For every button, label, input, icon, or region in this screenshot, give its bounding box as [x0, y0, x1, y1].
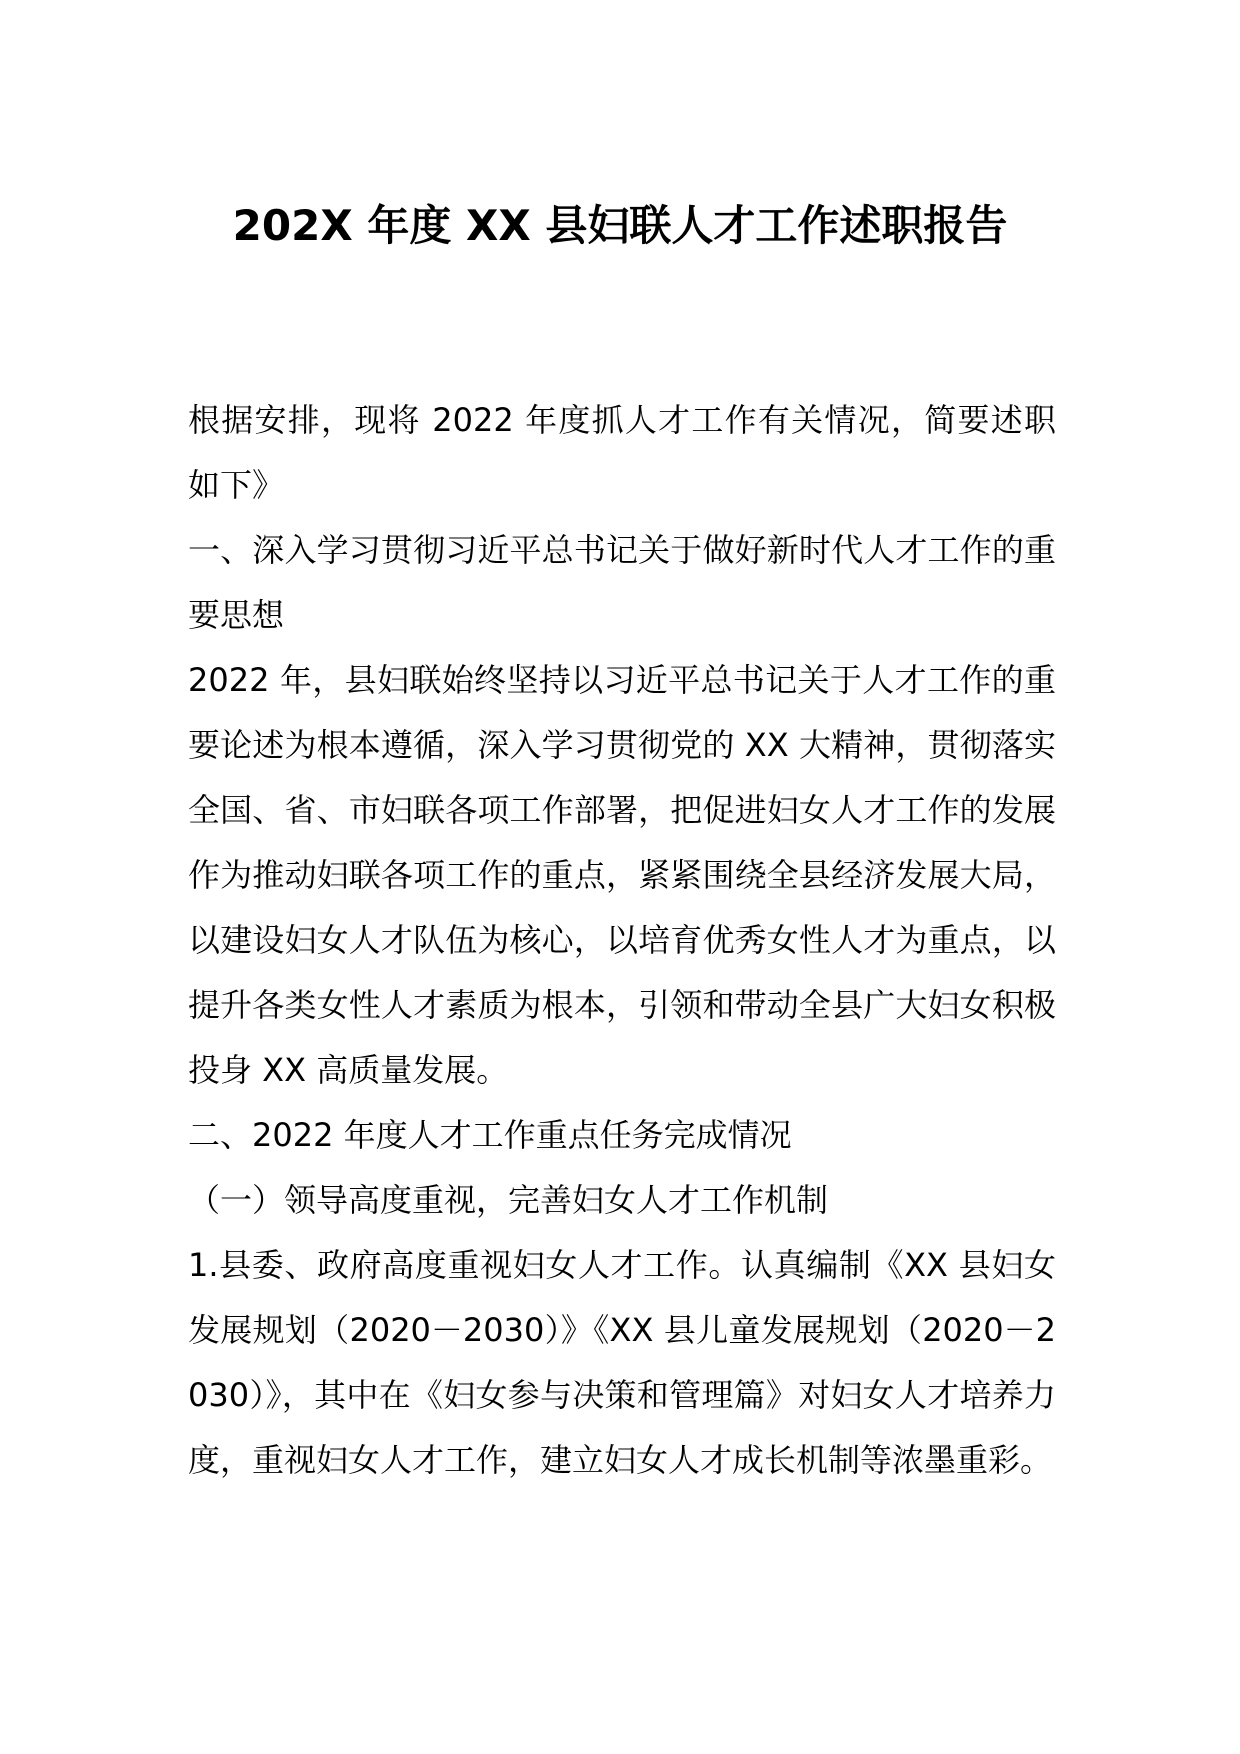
subsection-heading-1: （一）领导高度重视，完善妇女人才工作机制: [188, 1181, 829, 1219]
numbered-paragraph-1: 1.县委、政府高度重视妇女人才工作。认真编制《XX 县妇女发展规划（2020－2030）》《XX 县儿童发展规划（2020－2030）》，其中在《妇女参与决策和管理篇》对妇女人才培养力度，重视妇女人才工作，建立妇女人才成长机制等浓墨重彩。: [188, 1246, 1056, 1479]
document-title: 202X 年度 XX 县妇联人才工作述职报告: [232, 201, 1008, 250]
intro-paragraph: 根据安排，现将 2022 年度抓人才工作有关情况，简要述职如下》: [188, 401, 1056, 504]
section-heading-2: 二、2022 年度人才工作重点任务完成情况: [188, 1116, 792, 1154]
section-heading-1: 一、深入学习贯彻习近平总书记关于做好新时代人才工作的重要思想: [188, 531, 1056, 634]
body-paragraph: 2022 年，县妇联始终坚持以习近平总书记关于人才工作的重要论述为根本遵循，深入学习贯彻党的 XX 大精神，贯彻落实全国、省、市妇联各项工作部署，把促进妇女人才工作的发展作为推动妇联各项工作的重点，紧紧围绕全县经济发展大局，以建设妇女人才队伍为核心，以培育优秀女性人才为重点，以提升各类女性人才素质为根本，引领和带动全县广大妇女积极投身 XX 高质量发展。: [188, 661, 1056, 1089]
document-body: [188, 388, 1056, 1493]
